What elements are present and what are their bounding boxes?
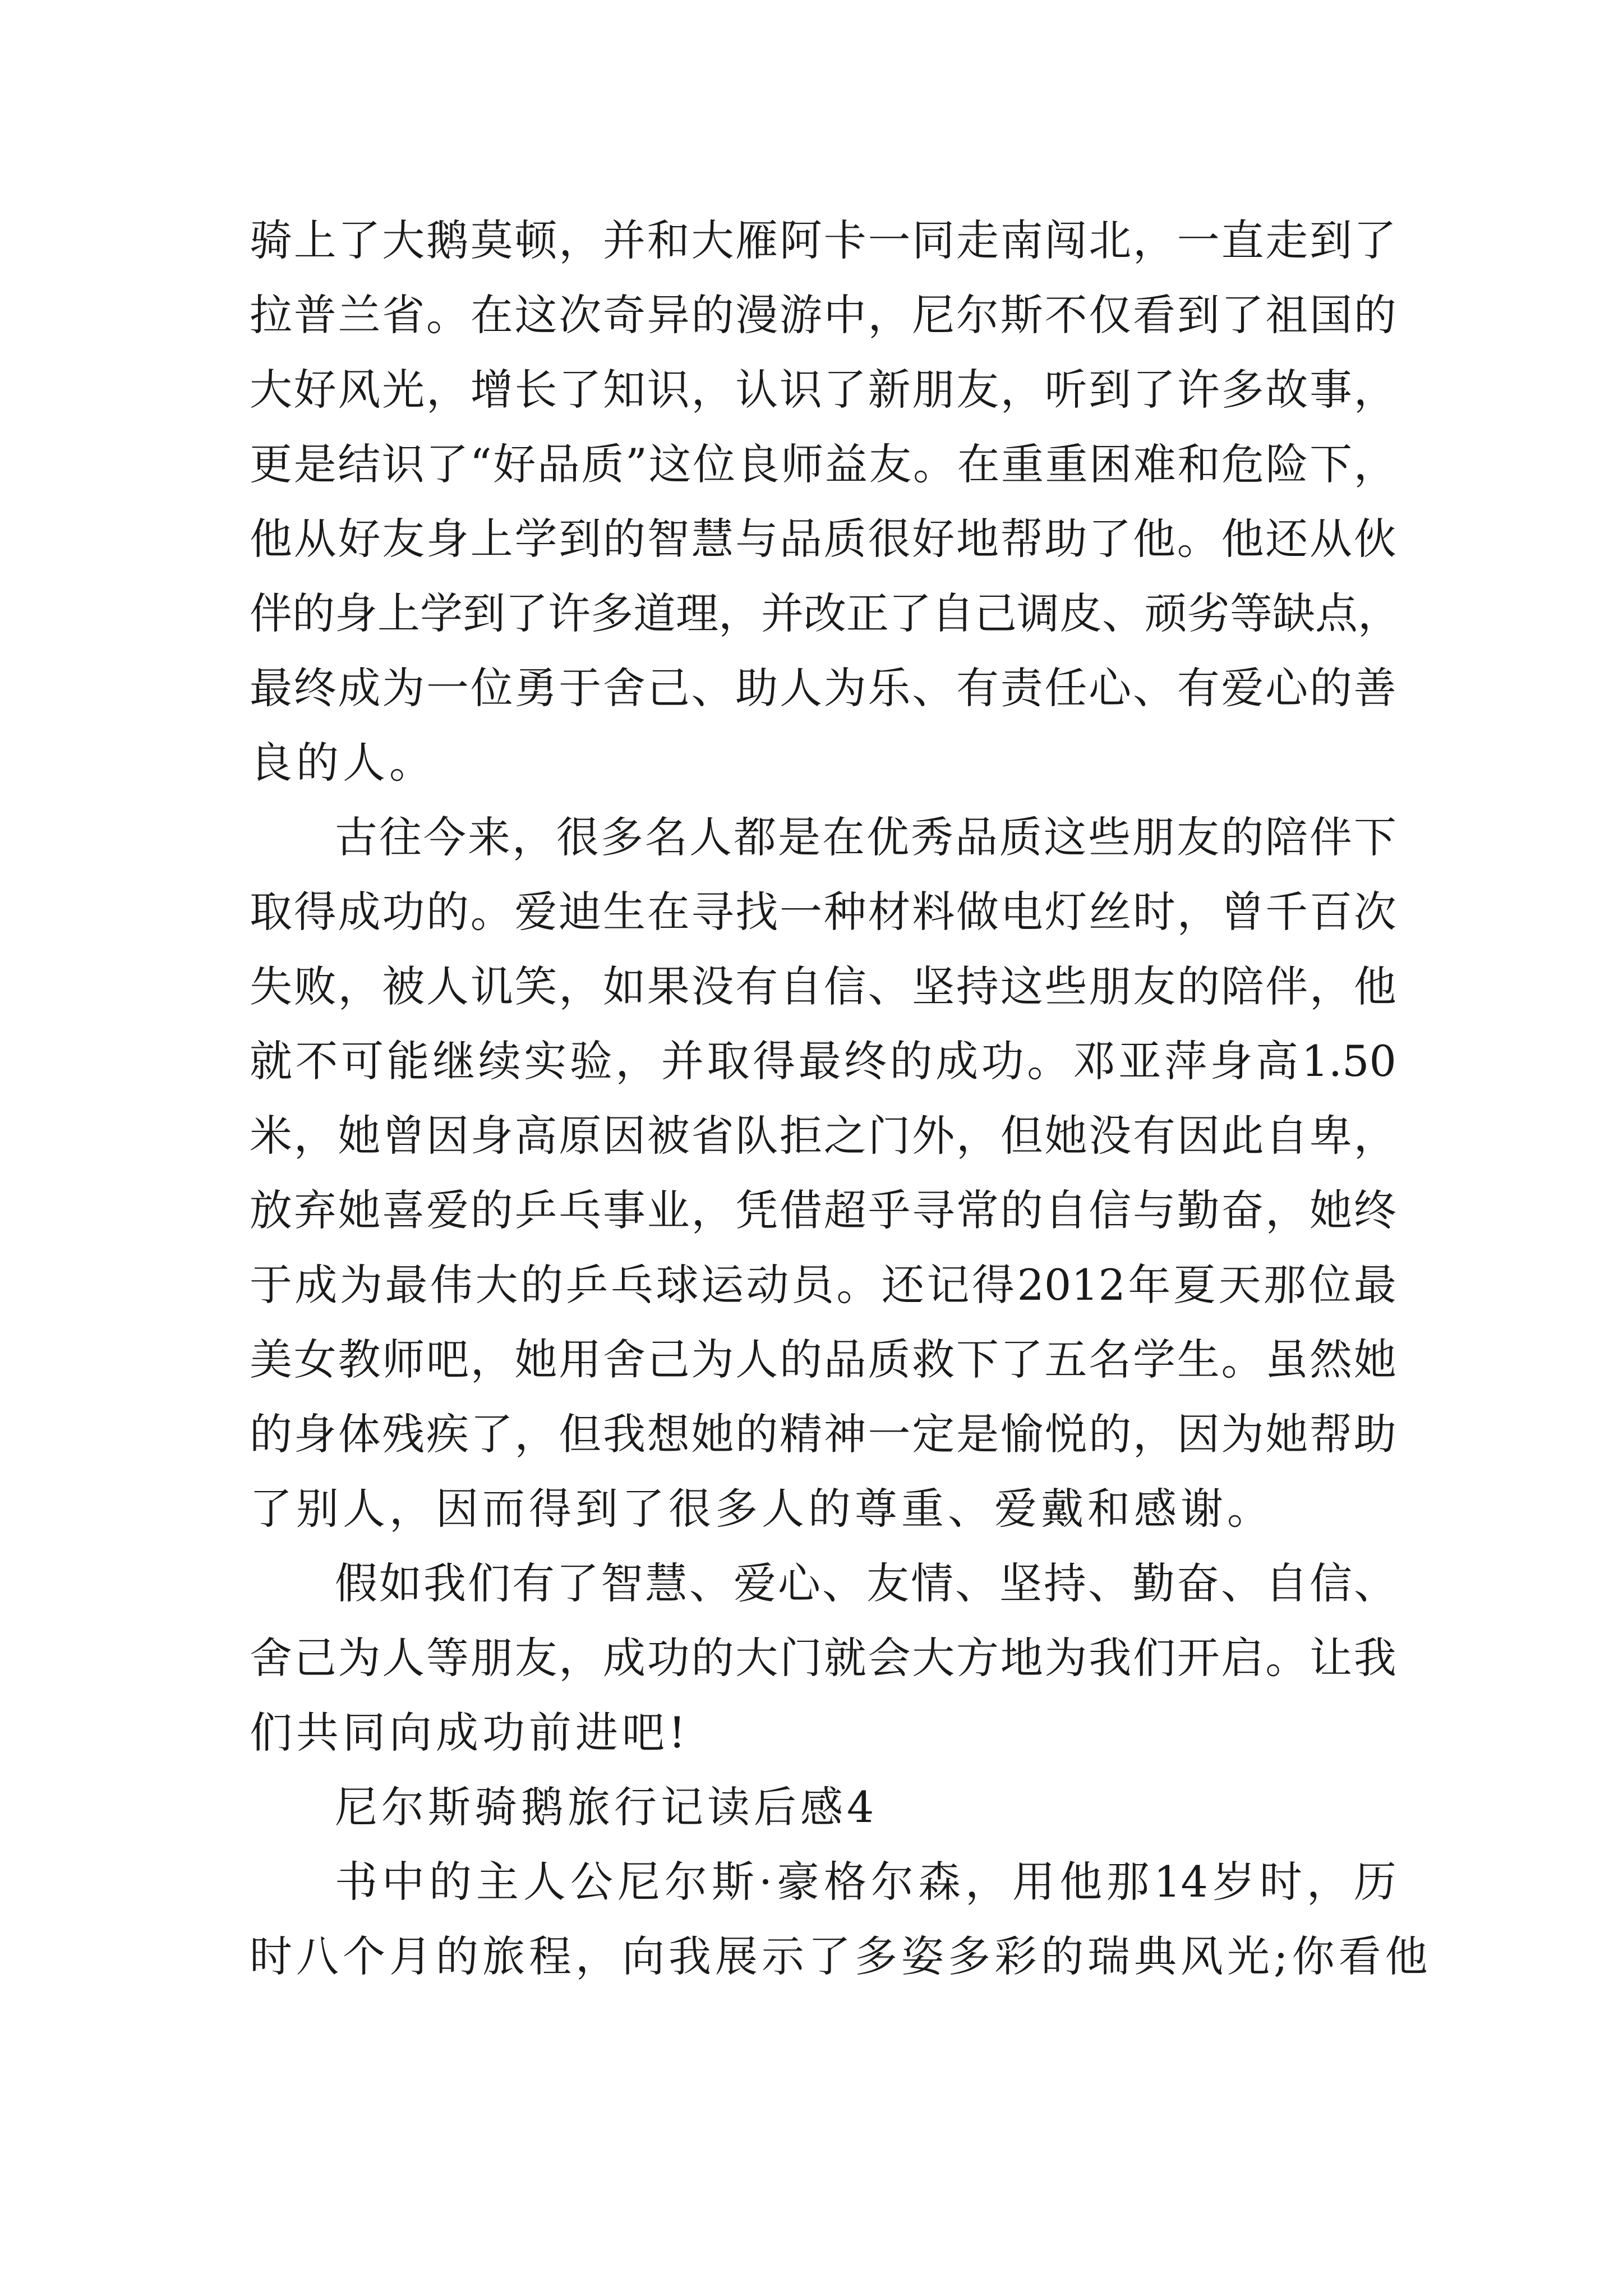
text-line: 取 得 成 功 的 。 爱 迪 生 在 寻 找 一 种 材 料 做 电 灯 丝 时 ， 曾 千 百 次	[250, 887, 1396, 937]
text-line: 更 是 结 识 了 “ 好 品 质 ” 这 位 良 师 益 友 。 在 重 重 困 难 和 危 险 下 ，	[250, 439, 1396, 489]
text-line: 时 八 个 月 的 旅 程 ， 向 我 展 示 了 多 姿 多 彩 的 瑞 典 风 光 ; 你 看 他	[250, 1931, 1428, 1981]
text-line: 们 共 同 向 成 功 前 进 吧 !	[250, 1708, 686, 1757]
text-line: 书 中 的 主 人 公 尼 尔 斯 · 豪 格 尔 森 ， 用 他 那 14 岁 时 ， 历	[335, 1857, 1396, 1907]
paragraph	[250, 203, 1400, 800]
paragraph	[250, 800, 1396, 1546]
text-line: 米 ， 她 曾 因 身 高 原 因 被 省 队 拒 之 门 外 ， 但 她 没 有 因 此 自 卑 ，	[250, 1111, 1396, 1161]
text-line: 骑 上 了 大 鹅 莫 顿 ， 并 和 大 雁 阿 卡 一 同 走 南 闯 北 ， 一 直 走 到 了	[250, 215, 1396, 265]
text-line: 的 身 体 残 疾 了 ， 但 我 想 她 的 精 神 一 定 是 愉 悦 的 ， 因 为 她 帮 助	[250, 1409, 1396, 1459]
text-line: 舍 己 为 人 等 朋 友 ， 成 功 的 大 门 就 会 大 方 地 为 我 们 开 启 。 让 我	[250, 1633, 1396, 1683]
text-line: 就 不 可 能 继 续 实 验 ， 并 取 得 最 终 的 成 功 。 邓 亚 萍 身 高 1.50	[250, 1036, 1396, 1086]
text-line: 放 弃 她 喜 爱 的 乒 乓 事 业 ， 凭 借 超 乎 寻 常 的 自 信 与 勤 奋 ， 她 终	[250, 1185, 1396, 1235]
document-body	[250, 203, 1428, 1994]
paragraph	[250, 1546, 1396, 1770]
paragraph	[250, 1844, 1428, 1994]
text-line: 拉 普 兰 省 。 在 这 次 奇 异 的 漫 游 中 ， 尼 尔 斯 不 仅 看 到 了 祖 国 的	[250, 290, 1396, 340]
text-line: 美 女 教 师 吧 ， 她 用 舍 己 为 人 的 品 质 救 下 了 五 名 学 生 。 虽 然 她	[250, 1335, 1396, 1384]
text-line: 假 如 我 们 有 了 智 慧 、 爱 心 、 友 情 、 坚 持 、 勤 奋 、 自 信 、	[335, 1558, 1396, 1608]
text-line: 伴 的 身 上 学 到 了 许 多 道 理 ， 并 改 正 了 自 己 调 皮 、 顽 劣 等 缺 点 ，	[250, 588, 1400, 638]
text-line: 良 的 人 。	[250, 738, 432, 788]
text-line: 失 败 ， 被 人 讥 笑 ， 如 果 没 有 自 信 、 坚 持 这 些 朋 友 的 陪 伴 ， 他	[250, 961, 1396, 1011]
text-line: 尼 尔 斯 骑 鹅 旅 行 记 读 后 感 4	[335, 1782, 874, 1832]
text-line: 于 成 为 最 伟 大 的 乒 乓 球 运 动 员 。 还 记 得 2012 年 夏 天 那 位 最	[250, 1260, 1396, 1310]
text-line: 了 别 人 ， 因 而 得 到 了 很 多 人 的 尊 重 、 爱 戴 和 感 谢 。	[250, 1484, 1270, 1534]
text-line: 大 好 风 光 ， 增 长 了 知 识 ， 认 识 了 新 朋 友 ， 听 到 了 许 多 故 事 ，	[250, 365, 1396, 415]
text-line: 最 终 成 为 一 位 勇 于 舍 己 、 助 人 为 乐 、 有 责 任 心 、 有 爱 心 的 善	[250, 663, 1396, 713]
text-line: 他 从 好 友 身 上 学 到 的 智 慧 与 品 质 很 好 地 帮 助 了 他 。 他 还 从 伙	[250, 514, 1396, 564]
paragraph	[250, 1770, 1396, 1844]
text-line: 古 往 今 来 ， 很 多 名 人 都 是 在 优 秀 品 质 这 些 朋 友 的 陪 伴 下	[335, 812, 1396, 862]
